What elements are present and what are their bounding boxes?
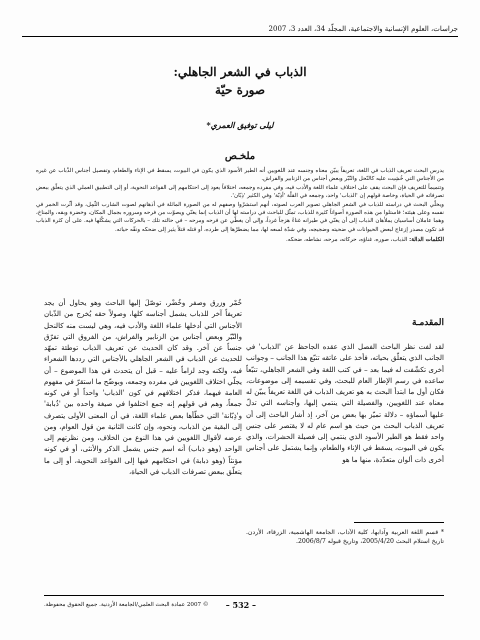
keywords-text: الذباب، صوره، غناؤه، حركاته، مرحه، نشاطه، ضحكه. <box>285 237 408 244</box>
abstract-paragraph: ويخلّي البحث في دراسته للذباب في الشعر الجاهلي تصوير العرب لصوته، أنهم استشرّوا وصفهم له من الصورة الماثلة في أذهانهم لصوت الشارب الثّمِل، وقد أثّرت الخمر في نفسه وعلى هيئته؛ فاستلوا من هذه الصورة أصواتاً كثيرة للذباب، تمثّل للباحث في دراسته لها أن الذباب إنما يغنّي ويصوّت من فرحه وسروره بجمال المكان، وخضرة وبقه، والمناخ، وهما عاملان أساسيان يملأهان الذباب إلى أن يغنّي في طيرانه غناءً هزجاً غرداً، وإلى أن يغطّي عن فرحه ومرحه – في حالته تلك – بالحركات التي يشكّلها فيه. على أن كثرة الذباب قد تكون مصدر إزعاج لبعض الحيوانات في ضحيته وضجيجه، وفي شدّة لسعه لها، مما يضطرّها إلى طرده، أو قتله قتلاً يثير إلى ضحكه ونقّه حياته. <box>36 201 444 233</box>
footnote: * قسم اللغة العربية وآدابها، كلية الآداب، الجامعة الهاشمية، الزرقاء، الأردن. تاريخ استلام البحث 2005/4/20، وتاريخ قبوله 2006/8/7. <box>246 529 444 545</box>
introduction-heading: المقدمـة <box>411 318 444 328</box>
footer-divider <box>44 595 444 596</box>
page-number: – 532 – <box>225 600 256 610</box>
copyright-notice: © 2007 عمادة البحث العلمي/الجامعة الأردنية. جميع الحقوق محفوظة. <box>44 602 209 608</box>
abstract-paragraph: وتتميماً للتعريف فإن البحث يقف على اختلاف علماء اللغة والأدب فيه، وفي مفرده وجمعه، اختلافاً يعود إلى احتكامهم إلى القواعد النحوية، أو إلى التطبيق العملي الذي يتعلّق ببعض تصرفاته في الحياة، وخاصة قولهم إن 'الذباب' واحد، وجمعه في القلّة 'أذِبّة' وفي الكثير 'ذِبّان'. <box>36 184 444 200</box>
abstract <box>36 167 444 245</box>
footnote-divider <box>354 522 444 523</box>
article-subtitle: صورة حيّة <box>214 83 266 97</box>
article-title: الذباب في الشعر الجاهلي: <box>173 65 307 79</box>
keywords-label: الكلمات الدالة: <box>409 237 444 244</box>
abstract-heading: ملخـص <box>224 151 256 162</box>
keywords <box>36 236 444 244</box>
abstract-paragraph: يدرس البحث تعريف الذباب في اللغة، تعريفاً يبيّن معناه وجنسه عند اللغويين أنه الطير الأسود الذي يكون في البيوت، يسقط في الإناء والطعام، وتفصيل أجناس الذّباب عن غيره من الأجناس التي خُشِيت عليه كالنّحل والنّبّر وبعض أجناس من الزنابير والفراش. <box>36 168 444 183</box>
running-head: جراسات، العلوم الإنسانية والاجتماعية، المجلّد 34، العدد 3، 2007 <box>22 24 458 37</box>
body-paragraph: خُمْر وزرق وصفر وخُضْر، توصّلَ إليها الباحث وهو يحاول أن يجد تعريفاً آخر للذباب يشمل أجناسه كلها، وصولاً حقه يُخرج من الذّبان الأجناس التي أدخلها علماء اللغة والأدب فيه، وهي ليست منه كالنحل والنّبّر وبعض أجناس من الزنابير والفراش، من الفروق التي تفرّق جنساً عن آخر. وقد كان الحديث عن تعريف الذباب توطئة تمهّد للحديث عن الذباب في الشعر الجاهلي بالأجناس التي رددها الشعراء فيه، ولكنه وجد لزاماً عليه – قبل أن يتحدث في هذا الموضوع – أن يجلّي اختلاف اللغويين في مفرده وجمعه، وبوضّح ما استقرّ في مفهوم العامة فيهما، فذكر اختلافهم في كون 'الذباب' واحداً أو في كونه جمعاً، وهم في قولهم إنه جمع اختلفوا في صيغة واحده بين 'ذُبابة' و'ذِبّانة' التي خطّأها بعض علماء اللغة، في أن المعنى الأولى يتصرف إلى البقية من الذباب، ونحوه، وإن كانت الثانية من قول العوام، ومن عرضه لأقوال اللغويين في هذا النوع من الخلاف، ومن نظرتهم إلى الواحد (وهو ذباب) أنه اسم جنس يشمل الذكر والأنثى، أو في كونه مؤنثاً (وهو ذبابة) في احتكامهم فيها إلى القواعد النحوية، أو إلى ما يتعلّق ببعض تصرفات الذباب في الحياة، <box>44 299 242 476</box>
author-name: ليلى توفيق العمري* <box>206 120 274 130</box>
body-column-right <box>246 342 444 466</box>
body-column-left <box>44 298 242 478</box>
body-paragraph: لقد لفت نظر الباحث الفصل الذي عقده الجاحظ عن 'الذباب' في الجانب الذي يتعلّق بحياته، فأخذ على عاتقه تتبّع هذا الجانب – وجوانب أخرى تكشّفت له فيما بعد – في كتب اللغة وفي الشعر الجاهلي، تتبّعاً ساعده في رسم الإطار العام للبحث، وفي تقسيمه إلى موضوعات، فكان أول ما ابتدأ البحث به هو تعريف الذباب في اللغة تعريفاً يبيّن له معناه عند اللغويين، والفصيلة التي ينتمي إليها، وأجناسه التي تدلّ عليها أسماؤه – دلالة تميّز بها بعض من آخر، إذ أشار الباحث إلى أن تعريف الذباب البحث من حيث هو اسم عام له لا يقتصر على جنس واحد فقط هو الطير الأسود الذي ينتمي إلى فصيلة الحشرات، والذي يكون في البيوت، يسقط في الإناء والطعام، وإنما يشتمل على أجناس أخرى ذات ألوان متعدّدة، منها ما هو <box>246 343 444 464</box>
